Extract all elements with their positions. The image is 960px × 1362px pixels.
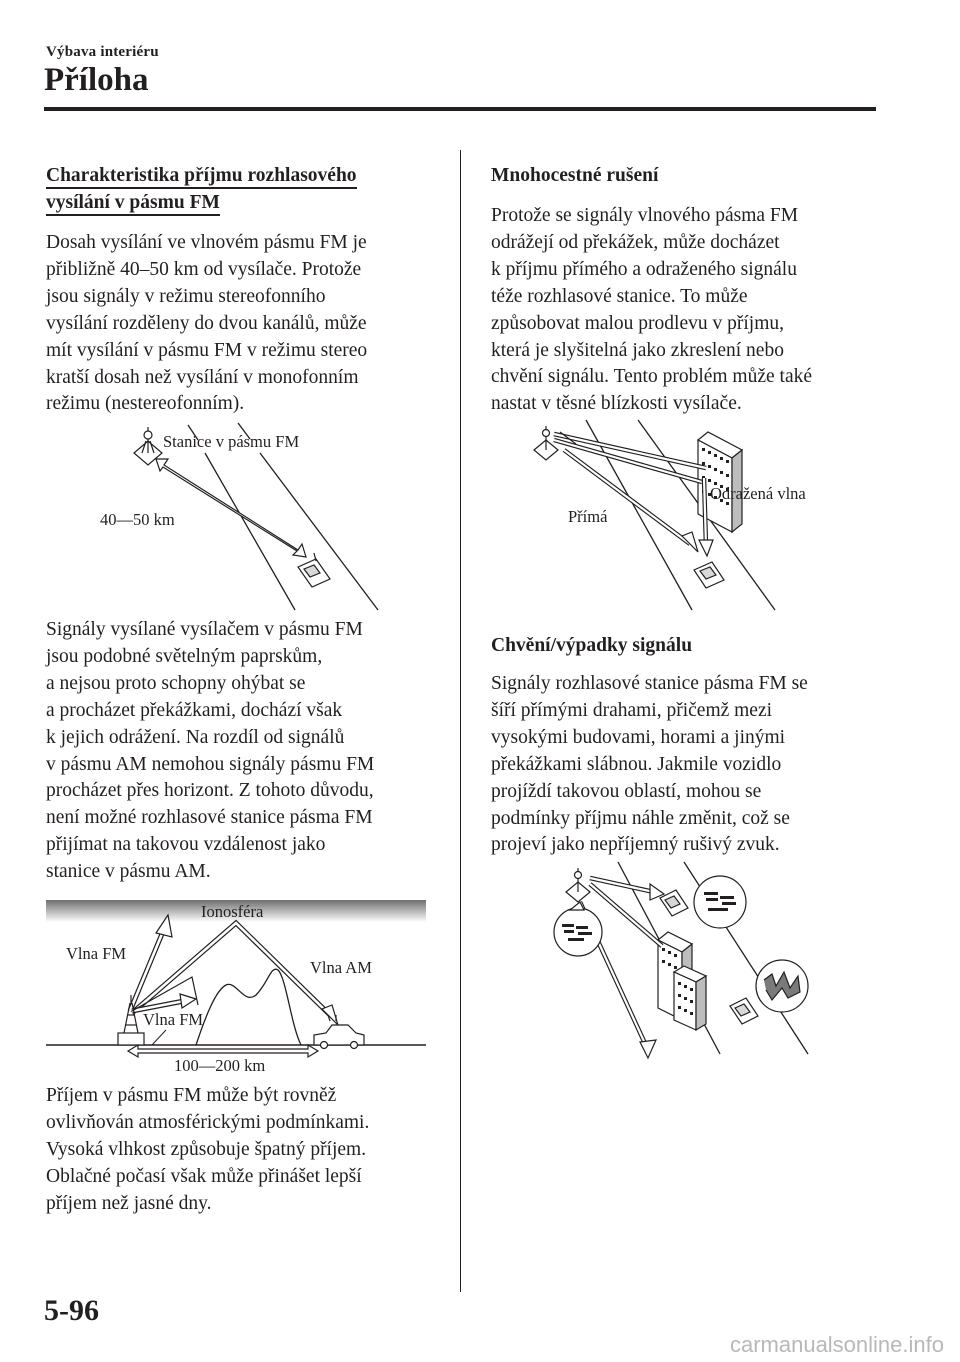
chapter-title: Příloha (44, 62, 149, 98)
fm-wave-lower-label: Vlna FM (143, 1010, 204, 1029)
section-label: Výbava interiéru (46, 44, 159, 60)
am-wave-label: Vlna AM (310, 958, 372, 977)
direct-wave-label: Přímá (568, 507, 608, 526)
text-line: mít vysílání v pásmu FM v režimu stereo (46, 339, 368, 361)
text-line: k příjmu přímého a odraženého signálu (491, 258, 797, 280)
heading-line-2: vysílání v pásmu FM (46, 192, 220, 216)
text-line: přibližně 40–50 km od vysílače. Protože (46, 258, 362, 280)
building-icon (658, 932, 706, 1030)
fm-range-paragraph (46, 230, 367, 418)
text-line: jsou podobné světelným paprskům, (46, 645, 323, 667)
reflected-wave-label: Odražená vlna (710, 484, 806, 503)
text-line: stanice v pásmu AM. (46, 861, 211, 883)
text-line: která je slyšitelná jako zkreslení nebo (491, 339, 784, 361)
text-line: projeví jako nepříjemný rušivý zvuk. (491, 834, 780, 856)
text-line: projíždí takovou oblastí, mohou se (491, 780, 762, 802)
fm-station-label: Stanice v pásmu FM (163, 432, 300, 451)
atmospheric-paragraph (46, 1083, 369, 1218)
multipath-figure (530, 420, 850, 615)
text-line: jsou signály v režimu stereofonního (46, 285, 326, 307)
multipath-paragraph (491, 203, 812, 418)
fm-propagation-paragraph (46, 617, 374, 886)
text-line: šíří přímými drahami, přičemž mezi (491, 699, 773, 721)
distance-label: 100—200 km (174, 1056, 266, 1075)
heading-line-1: Charakteristika příjmu rozhlasového (46, 165, 357, 189)
distance-label: 40—50 km (100, 510, 175, 529)
distance-arrow (156, 459, 306, 557)
text-line: Signály vysílané vysílačem v pásmu FM (46, 619, 363, 640)
text-line: k jejich odrážení. Na rozdíl od signálů (46, 726, 345, 748)
flutter-figure (550, 862, 820, 1060)
fm-range-figure (90, 415, 400, 615)
text-line: kratší dosah než vysílání v monofonním (46, 366, 359, 388)
text-line: procházet přes horizont. Z tohoto důvodu, (46, 780, 374, 802)
car-icon (694, 562, 724, 588)
column-divider (460, 150, 461, 1292)
ionosphere-label: Ionosféra (201, 902, 264, 921)
text-line: vysílání rozděleny do dvou kanálů, může (46, 312, 367, 334)
text-line: a nejsou proto schopny ohýbat se (46, 672, 306, 694)
text-line: a procházet překážkami, dochází však (46, 699, 343, 721)
text-line: podmínky příjmu náhle změnit, což se (491, 807, 790, 829)
text-line: způsobovat malou prodlevu v příjmu, (491, 312, 784, 334)
clear-sound-bubble-icon (554, 902, 602, 956)
text-line: vysokými budovami, horami a jinými (491, 726, 786, 748)
transmitter-icon (566, 868, 590, 902)
fm-reception-heading (46, 162, 357, 216)
text-line: Příjem v pásmu FM může být rovněž (46, 1085, 337, 1106)
car-icon (298, 553, 330, 587)
text-line: odrážejí od překážek, může docházet (491, 231, 780, 253)
ionosphere-figure (46, 895, 430, 1080)
text-line: chvění signálu. Tento problém může také (491, 366, 813, 388)
text-line: Protože se signály vlnového pásma FM (491, 205, 799, 226)
car-icon (730, 998, 758, 1024)
flutter-heading: Chvění/výpadky signálu (491, 635, 693, 656)
text-line: překážkami slábnou. Jakmile vozidlo (491, 753, 782, 775)
text-line: není možné rozhlasové stanice pásma FM (46, 807, 373, 829)
text-line: Dosah vysílání ve vlnovém pásmu FM je (46, 232, 367, 253)
text-line: v pásmu AM nemohou signály pásmu FM (46, 753, 375, 775)
transmitter-tower-icon (118, 995, 144, 1045)
text-line: Oblačné počasí však může přinášet lepší (46, 1165, 362, 1187)
text-line: Signály rozhlasové stanice pásma FM se (491, 673, 808, 694)
text-line: příjem než jasné dny. (46, 1192, 212, 1214)
watermark: carmanualsonline.info (729, 1332, 944, 1357)
text-line: přijímat na takovou vzdálenost jako (46, 834, 326, 856)
text-line: režimu (nestereofonním). (46, 393, 245, 415)
text-line: nastat v těsné blízkosti vysílače. (491, 393, 742, 415)
sound-bubble-icon (694, 876, 746, 928)
transmitter-icon (534, 426, 558, 460)
text-line: ovlivňován atmosférickými podmínkami. (46, 1111, 370, 1133)
page-number: 5-96 (44, 1294, 99, 1327)
header-rule (44, 107, 876, 111)
flutter-paragraph (491, 671, 808, 859)
multipath-heading: Mnohocestné rušení (491, 165, 659, 186)
car-icon (314, 1015, 364, 1049)
fm-wave-upper-label: Vlna FM (66, 944, 127, 963)
text-line: Vysoká vlhkost způsobuje špatný příjem. (46, 1138, 367, 1160)
noise-bubble-icon (756, 960, 808, 1012)
text-line: téže rozhlasové stanice. To může (491, 285, 748, 307)
